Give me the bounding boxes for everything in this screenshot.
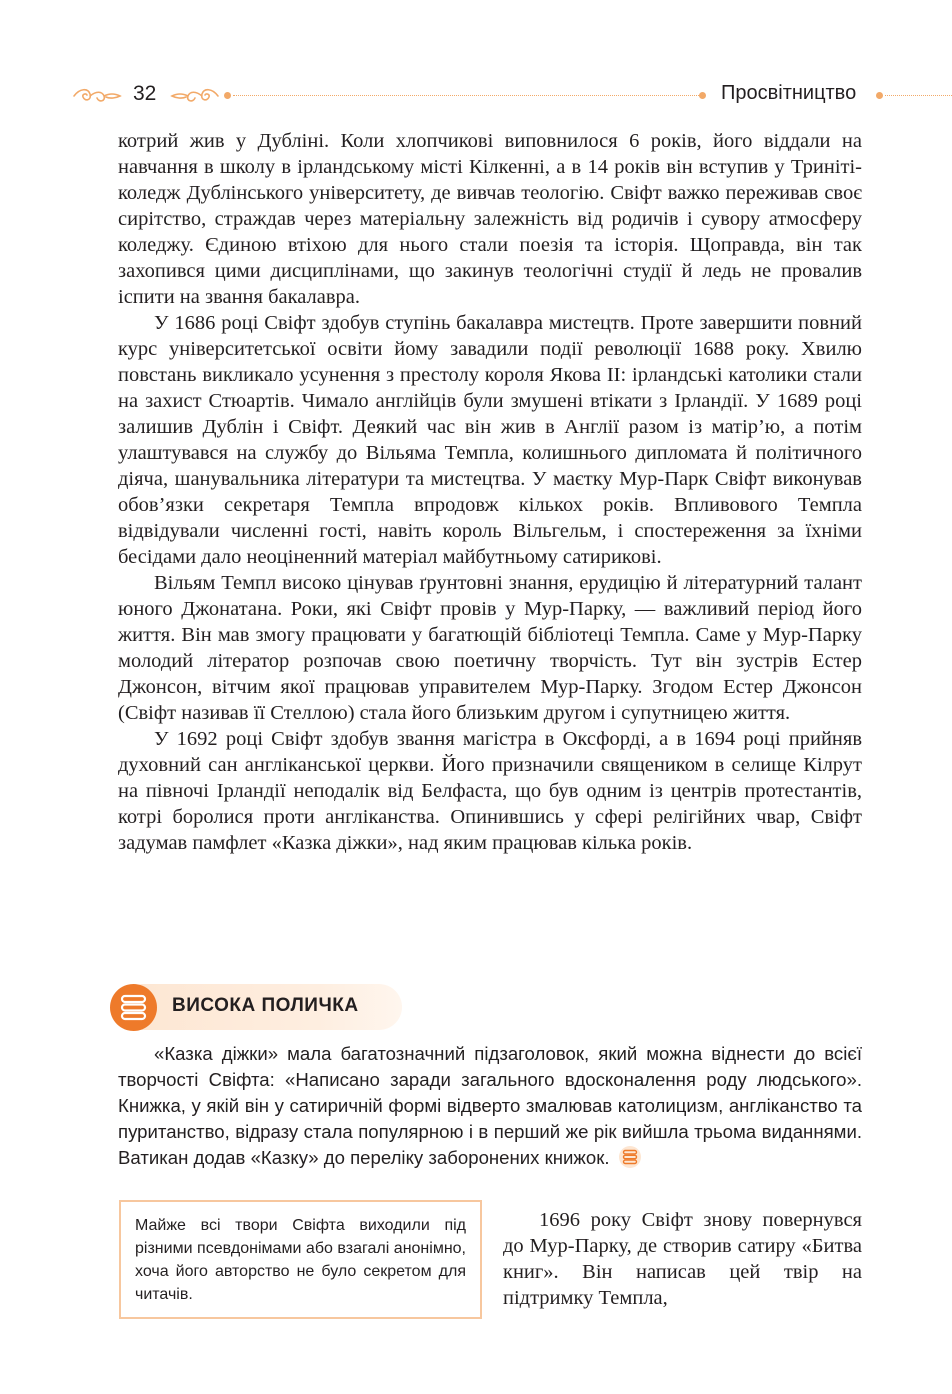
bookshelf-icon [110,984,157,1031]
divider-dot [224,92,231,99]
bookshelf-end-icon [618,1146,642,1168]
left-ornament-icon [72,85,124,107]
right-ornament-icon [168,85,220,107]
high-shelf-title: ВИСОКА ПОЛИЧКА [172,995,359,1016]
note-text: Майже всі твори Свіфта виходили під різними псевдонімами або взагалі анонімно, хоча його авторство не було секретом для читачів. [135,1217,466,1303]
high-shelf-body: «Казка діжки» мала багатозначний підзаголовок, який можна віднести до всієї творчості Свіфта: «Написано заради загального вдосконалення роду людського». Книжка, у якій він у сатиричній формі відверто змалював католицизм, англіканство та пуританство, відразу стала популярною і в перший же рік вийшла трьома виданнями. Ватикан додав «Казку» до переліку заборонених книжок. [118,1043,862,1168]
paragraph: У 1686 році Свіфт здобув ступінь бакалавра мистецтв. Проте завершити повний курс університетської освіти йому завадили події революції 1688 року. Хвилю повстань викликало усунення з престолу короля Якова ІІ: ірландські католики стали на захист Стюартів. Чимало англійців були змушені втікати з Ірландії. У 1689 році залишив Дублін і Свіфт. Деякий час він жив в Англії разом із матір’ю, а потім улаштувався на службу до Вільяма Темпла, колишнього дипломата й політичного діяча, шанувальника літератури та мистецтва. У маєтку Мур-Парк Свіфт виконував обов’язки секретаря Темпла впродовж кількох років. Впливового Темпла відвідували численні гості, навіть король Вільгельм, і спостереження за їхніми бесідами дало неоціненний матеріал майбутньому сатирикові. [118,312,862,568]
chapter-title: Просвітництво [721,82,857,104]
page-header [0,74,952,116]
high-shelf-heading [110,984,402,1032]
paragraph: У 1692 році Свіфт здобув звання магістра в Оксфорді, а в 1694 році прийняв духовний сан англіканської церкви. Його призначили священиком в селище Кілрут на півночі Ірландії неподалік від Белфаста, що був одним із центрів протестантів, котрі боролися проти англіканства. Опинившись у сфері релігійних чвар, Свіфт задумав памфлет «Казка діжки», над яким працював кілька років. [118,728,862,854]
page-number: 32 [133,82,157,105]
column-paragraph: 1696 року Свіфт знову повернувся до Мур-Парку, де створив сатиру «Битва книг». Він написав цей твір на підтримку Темпла, [503,1209,862,1309]
high-shelf-text [118,1041,862,1171]
header-divider [885,95,952,96]
note-box [119,1200,482,1319]
divider-dot [699,92,706,99]
paragraph: котрий жив у Дубліні. Коли хлопчикові виповнилося 6 років, його віддали на навчання в школу в ірландському місті Кілкенні, а в 14 років він вступив у Триніті-коледж Дублінського університету, де вивчав теологію. Свіфт важко переживав своє сирітство, страждав через матеріальну залежність від родичів і сувору атмосферу коледжу. Єдиною втіхою для нього стали поезія та історія. Щоправда, він так захопився цими дисциплінами, що закинув теологічні студії й ледь не провалив іспити на звання бакалавра. [118,130,862,308]
paragraph: Вільям Темпл високо цінував ґрунтовні знання, ерудицію й літературний талант юного Джонатана. Роки, які Свіфт провів у Мур-Парку, — важливий період його життя. Він мав змогу працювати у багатющій бібліотеці Темпла. Саме у Мур-Парку молодий літератор розпочав свою поетичну творчість. Тут він зустрів Естер Джонсон, вітчим якої працював управителем Мур-Парку. Згодом Естер Джонсон (Свіфт називав її Стеллою) стала його близьким другом і супутницею життя. [118,572,862,724]
bookshelf-badge [110,984,157,1031]
main-text [118,128,862,856]
header-divider [233,95,699,96]
divider-dot [876,92,883,99]
